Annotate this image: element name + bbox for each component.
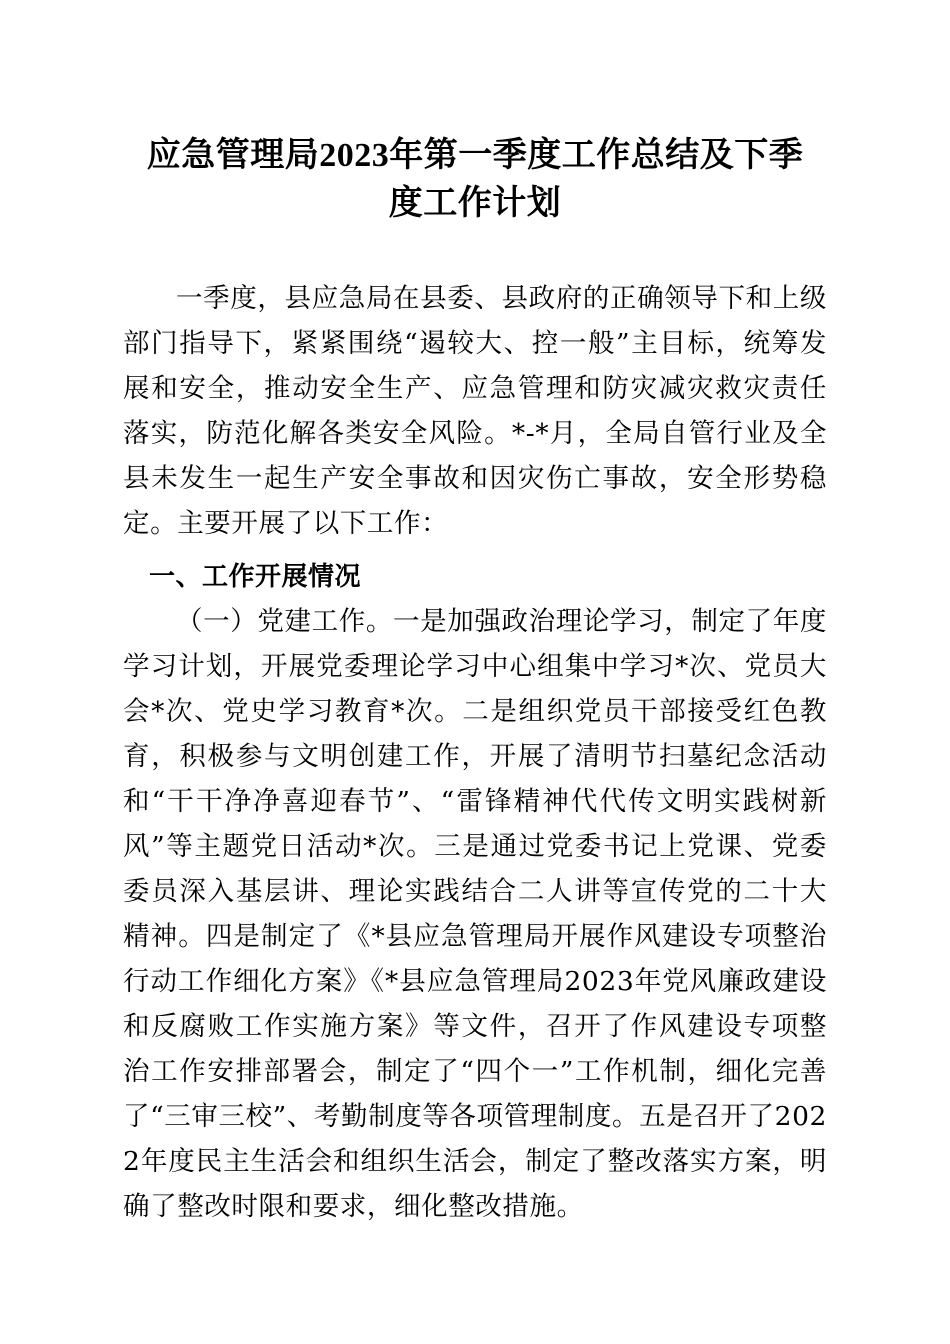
section-heading-work-progress: 一、工作开展情况: [149, 561, 362, 591]
page-title-line-2: 度工作计划: [388, 185, 562, 222]
document-content: [123, 0, 827, 1229]
title-spacer: [123, 228, 827, 276]
heading-spacer: [123, 546, 827, 554]
subsection-party-building-paragraph: （一）党建工作。一是加强政治理论学习，制定了年度学习计划，开展党委理论学习中心组集中学习*次、党员大会*次、党史学习教育*次。二是组织党员干部接受红色教育，积极参与文明创建工作，开展了清明节扫墓纪念活动和“干干净净喜迎春节”、“雷锋精神代代传文明实践树新风”等主题党日活动*次。三是通过党委书记上党课、党委委员深入基层讲、理论实践结合二人讲等宣传党的二十大精神。四是制定了《*县应急管理局开展作风建设专项整治行动工作细化方案》《*县应急管理局2023年党风廉政建设和反腐败工作实施方案》等文件，召开了作风建设专项整治工作安排部署会，制定了“四个一”工作机制，细化完善了“三审三校”、考勤制度等各项管理制度。五是召开了2022年度民主生活会和组织生活会，制定了整改落实方案，明确了整改时限和要求，细化整改措施。: [123, 606, 827, 1222]
intro-paragraph: 一季度，县应急局在县委、县政府的正确领导下和上级部门指导下，紧紧围绕“遏较大、控一般”主目标，统筹发展和安全，推动安全生产、应急管理和防灾减灾救灾责任落实，防范化解各类安全风险。*-*月，全局自管行业及全县未发生一起生产安全事故和因灾伤亡事故，安全形势稳定。主要开展了以下工作：: [123, 283, 827, 539]
page-title: [123, 0, 827, 228]
page-title-line-1: 应急管理局2023年第一季度工作总结及下季: [146, 137, 804, 174]
